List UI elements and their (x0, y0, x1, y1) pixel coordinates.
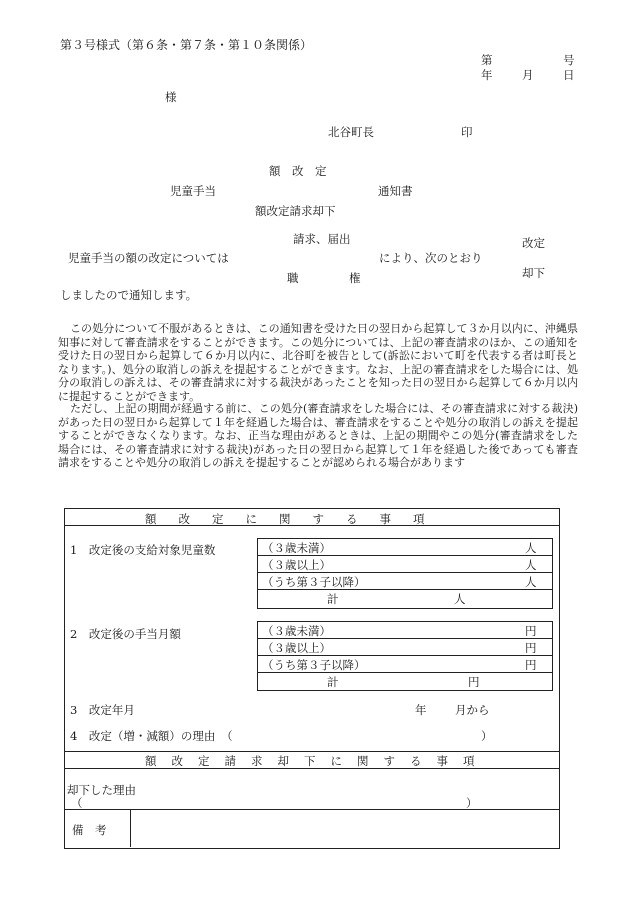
date-day: 日 (563, 68, 575, 82)
item1-row-over3-unit: 人 (525, 558, 537, 572)
item2-row-under3-unit: 円 (525, 624, 537, 638)
remarks-cell-divider (130, 809, 131, 847)
remarks-label: 備 考 (72, 823, 107, 837)
date-year: 年 (481, 68, 493, 82)
number-label: 第 (481, 53, 493, 67)
item3-year: 年 (415, 703, 427, 717)
item2-row-over3-unit: 円 (525, 641, 537, 655)
body-end: しましたので通知します。 (60, 288, 198, 302)
reject-close: ） (466, 796, 478, 810)
body-prefix: 児童手当の額の改定については (68, 251, 229, 265)
item1-total-label: 計 (327, 592, 339, 606)
section1-header: 額改定に関する事項 (145, 512, 447, 526)
reject-reason-label: 却下した理由 (67, 783, 136, 797)
section2-top-divider (64, 751, 559, 752)
item3-label: 3 改定年月 (70, 703, 135, 717)
item2-row-third-child-label: （うち第３子以降） (262, 658, 366, 672)
item2-total-label: 計 (327, 675, 339, 689)
body-middle: により、次のとおり (379, 251, 483, 265)
reject-open: （ (71, 796, 83, 810)
item1-row-under3-unit: 人 (525, 541, 537, 555)
item4-label: 4 改定（増・減額）の理由 （ (70, 729, 233, 743)
section1-divider (64, 525, 559, 526)
section2-divider (64, 768, 559, 769)
issuer: 北谷町長 (328, 125, 374, 139)
notice-paragraph-1: この処分について不服があるときは、この通知書を受けた日の翌日から起算して３か月以内に、沖縄県知事に対して審査請求をすることができます。この処分については、上記の審査請求のほか、この通知を受けた日の翌日から起算して６か月以内に、北谷町を被告として(訴訟において町を代表する者は町長となります。)、処分の取消しの訴えを提起することができます。なお、上記の審査請求をした場合には、処分の取消しの訴えは、その審査請求に対する裁決があったことを知った日の翌日から起算して６か月以内に提起することができます。 (58, 322, 578, 403)
item1-label: 1 改定後の支給対象児童数 (70, 543, 216, 557)
body-right-top: 改定 (522, 236, 545, 250)
item1-row-third-child-unit: 人 (525, 575, 537, 589)
addressee-suffix: 様 (165, 90, 177, 104)
item1-row-under3-label: （３歳未満） (262, 541, 331, 555)
title-option-top: 額 改 定 (269, 164, 327, 178)
item2-row-third-child-unit: 円 (525, 658, 537, 672)
number-suffix: 号 (563, 53, 575, 67)
remarks-divider (64, 809, 559, 810)
item2-label: 2 改定後の手当月額 (70, 627, 181, 641)
form-id: 第３号様式（第６条・第７条・第１０条関係） (60, 38, 313, 52)
item1-row-over3-label: （３歳以上） (262, 558, 331, 572)
title-option-bottom: 額改定請求却下 (255, 204, 336, 218)
seal: 印 (461, 125, 473, 139)
title-right: 通知書 (378, 184, 413, 198)
item3-month: 月から (455, 703, 490, 717)
item1-row-third-child-label: （うち第３子以降） (262, 575, 366, 589)
item2-total-unit: 円 (468, 675, 480, 689)
item2-row-over3-label: （３歳以上） (262, 641, 331, 655)
body-right-bottom: 却下 (522, 266, 545, 280)
date-month: 月 (522, 68, 534, 82)
notice-paragraph-2: ただし、上記の期間が経過する前に、この処分(審査請求をした場合には、その審査請求に対する裁決)があった日の翌日から起算して１年を経過した場合は、審査請求をすることや処分の取消しの訴えを提起することができなくなります。なお、正当な理由があるときは、上記の期間やこの処分(審査請求をした場合には、その審査請求に対する裁決)があった日の翌日から起算して１年を経過した後であっても審査請求をすることや処分の取消しの訴えを提起することが認められる場合があります (58, 402, 578, 470)
item4-close: ） (481, 729, 493, 743)
item2-row-under3-label: （３歳未満） (262, 624, 331, 638)
body-option-top: 請求、届出 (293, 232, 351, 246)
section2-header: 額改定請求却下に関する事項 (145, 754, 490, 768)
item1-total-unit: 人 (454, 592, 466, 606)
body-option-bottom-1: 職 (287, 271, 299, 285)
body-option-bottom-2: 権 (349, 271, 361, 285)
title-left: 児童手当 (170, 184, 216, 198)
